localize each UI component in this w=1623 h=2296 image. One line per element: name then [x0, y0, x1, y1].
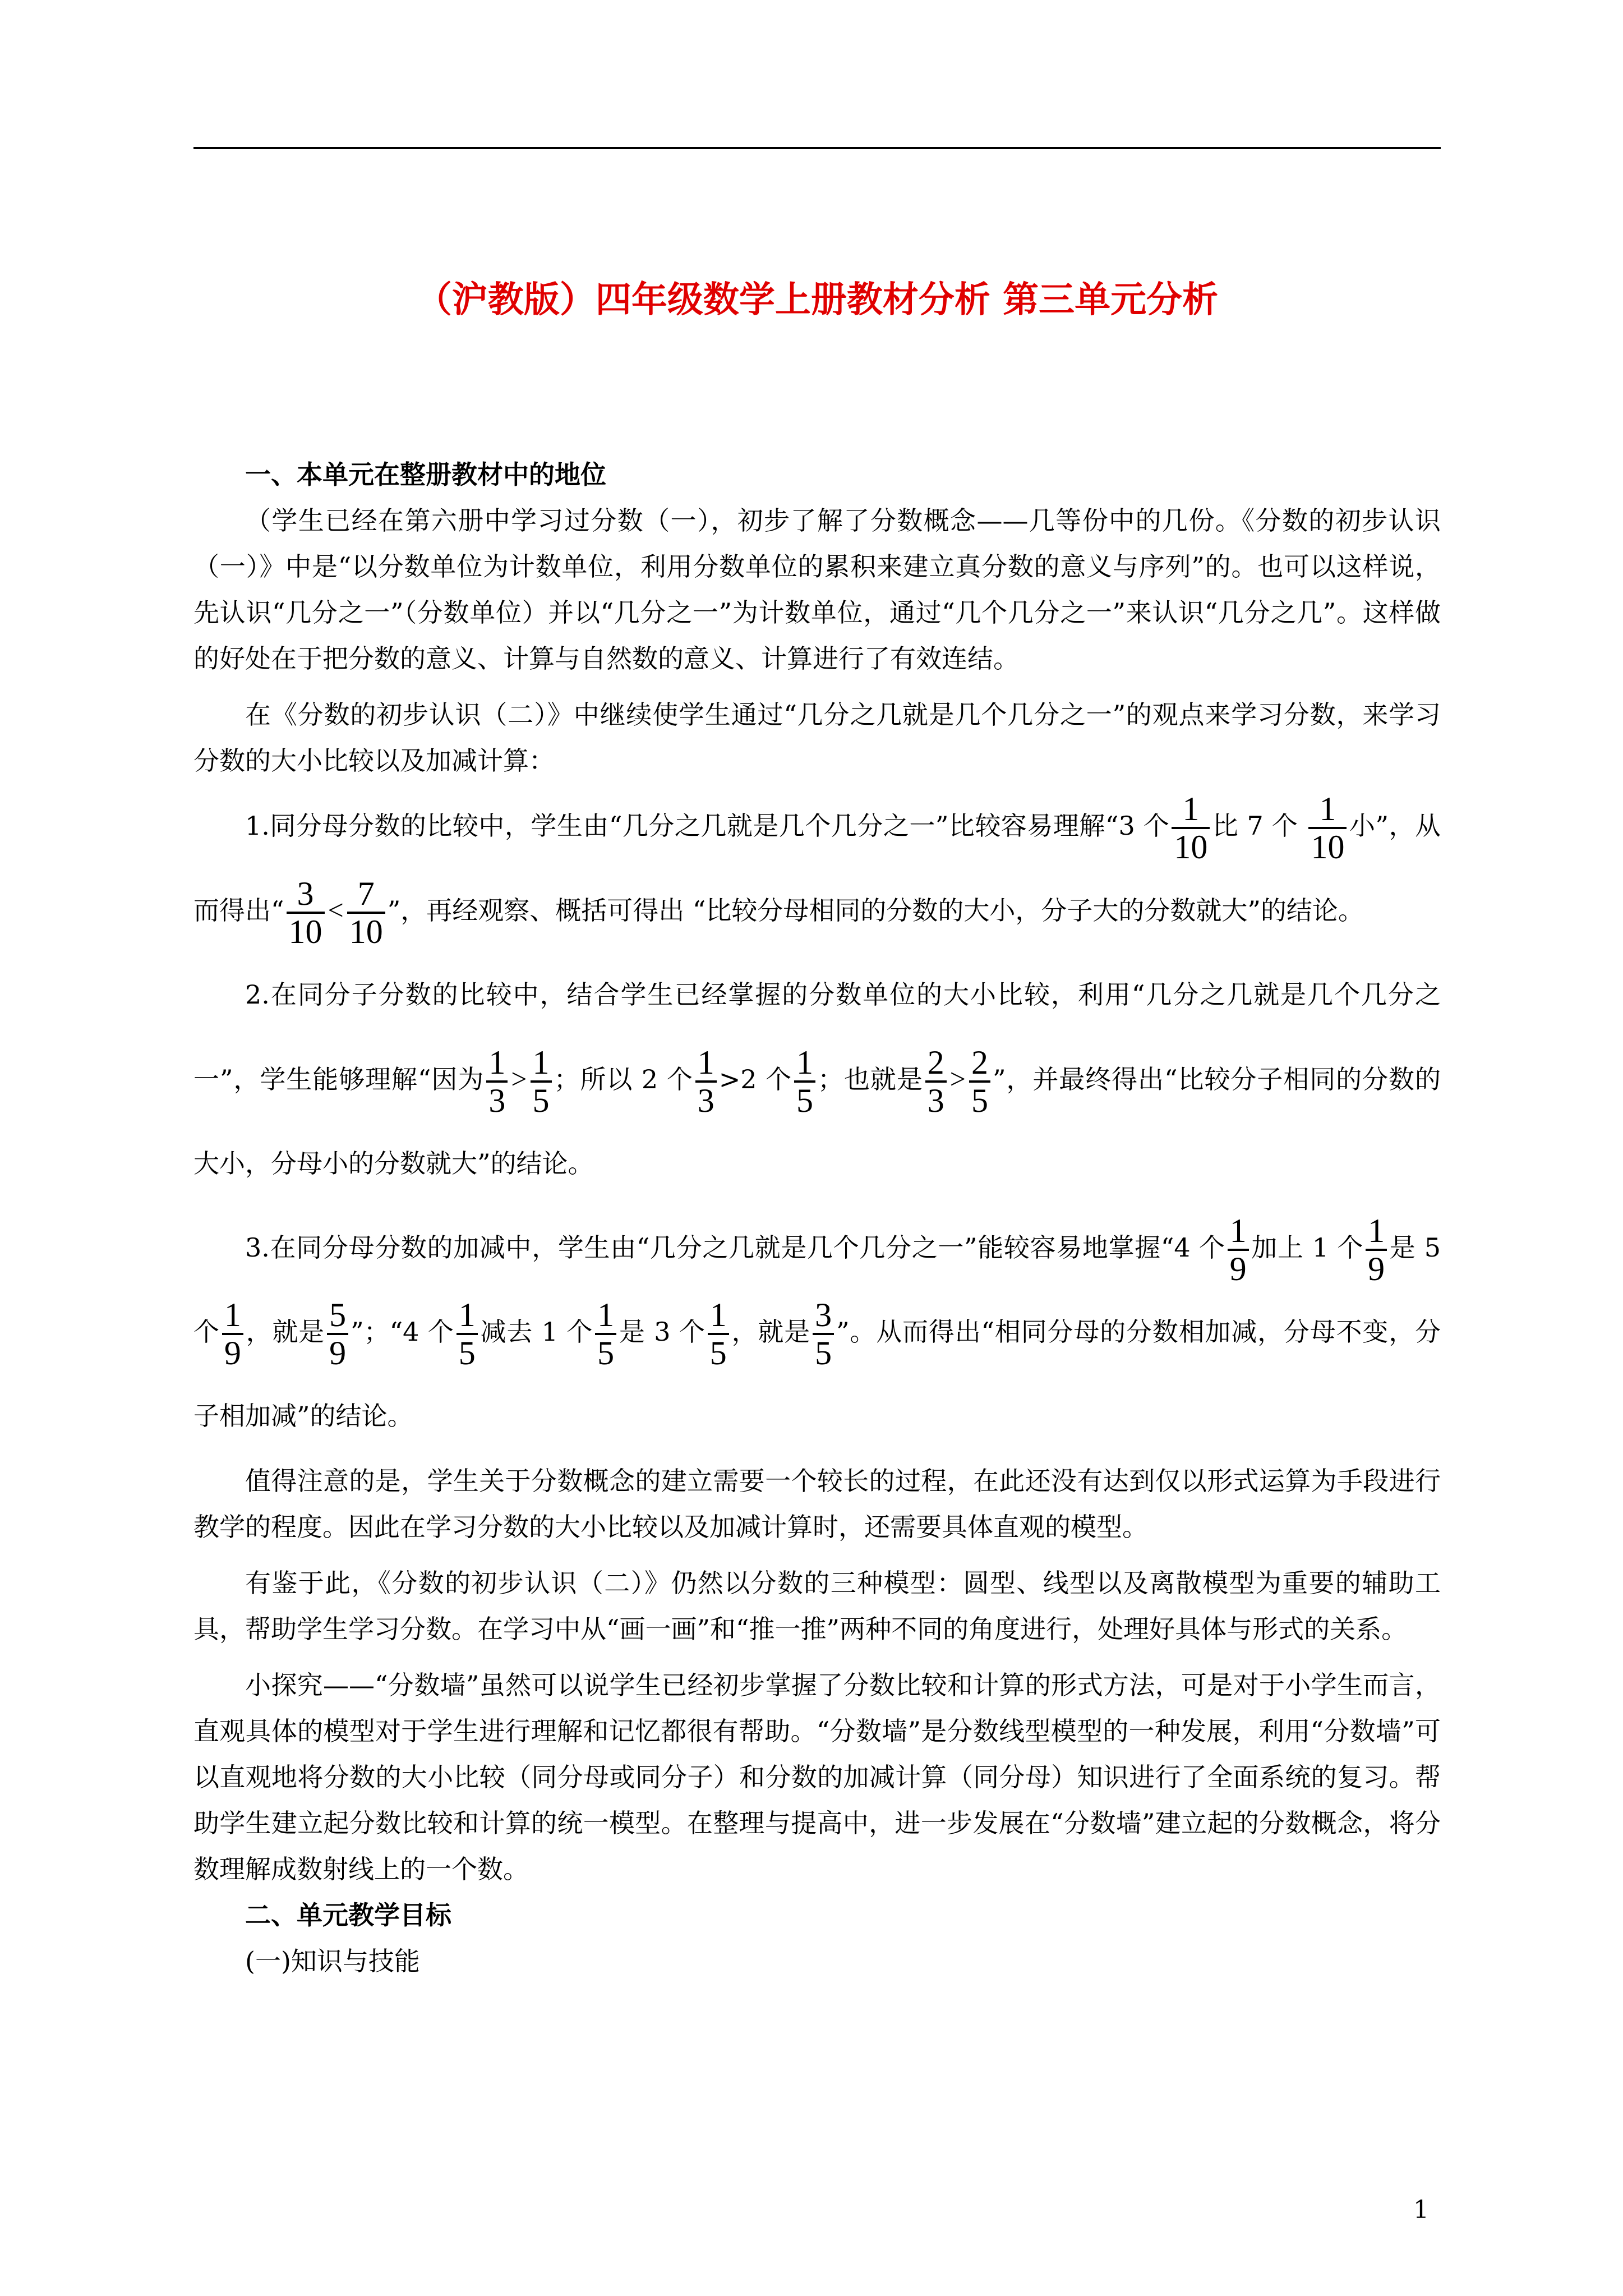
fraction-1-10: $\frac{1}{10}$	[1308, 791, 1347, 865]
paragraph-note: 值得注意的是，学生关于分数概念的建立需要一个较长的过程，在此还没有达到仅以形式运算为手段进行教学的程度。因此在学习分数的大小比较以及加减计算时，还需要具体直观的模型。	[193, 1466, 1441, 1542]
fraction-1-5: $\frac{1}{5}$	[531, 1045, 552, 1119]
fraction-5-9: $\frac{5}{9}$	[327, 1297, 348, 1371]
fraction-1-3: $\frac{1}{3}$	[486, 1045, 508, 1119]
paragraph-fraction-wall: 小探究——“分数墙”虽然可以说学生已经初步掌握了分数比较和计算的形式方法，可是对于小学生而言，直观具体的模型对于学生进行理解和记忆都很有帮助。“分数墙”是分数线型模型的一种发展，利用“分数墙”可以直观地将分数的大小比较（同分母或同分子）和分数的加减计算（同分母）知识进行了全面系统的复习。帮助学生建立起分数比较和计算的统一模型。在整理与提高中，进一步发展在“分数墙”建立起的分数概念，将分数理解成数射线上的一个数。	[193, 1670, 1441, 1884]
greater-than-sign: >	[511, 1063, 527, 1094]
fraction-1-5: $\frac{1}{5}$	[595, 1297, 616, 1371]
fraction-1-9: $\frac{1}{9}$	[1366, 1213, 1387, 1287]
fraction-1-10: $\frac{1}{10}$	[1172, 791, 1210, 865]
greater-than-sign: >	[949, 1063, 966, 1094]
fraction-1-9: $\frac{1}{9}$	[1228, 1213, 1249, 1287]
fraction-1-9: $\frac{1}{9}$	[222, 1297, 243, 1371]
page-number: 1	[1413, 2196, 1429, 2224]
item-same-denominator-compare: 1.同分母分数的比较中，学生由“几分之几就是几个几分之一”比较容易理解“3 个 $\frac{1}{10}$ 比 7 个 $\frac{1}{10}$ 小”，从而得出“ $\frac{3}{10}$ < $\frac{7}{10}$ ”，再经观察、概括可得出 “比较分母相同的分数的大小，分子大的分数就大”的结论。	[193, 790, 1441, 950]
section-heading-goals: 二、单元教学目标	[245, 1900, 451, 1930]
fraction-3-10: $\frac{3}{10}$	[287, 876, 325, 950]
paragraph-intro: （学生已经在第六册中学习过分数（一），初步了解了分数概念——几等份中的几份。《分数的初步认识（一）》中是“以分数单位为计数单位，利用分数单位的累积来建立真分数的意义与序列”的。也可以这样说，先认识“几分之一”（分数单位）并以“几分之一”为计数单位，通过“几个几分之一”来认识“几分之几”。这样做的好处在于把分数的意义、计算与自然数的意义、计算进行了有效连结。	[193, 505, 1441, 674]
fraction-2-5: $\frac{2}{5}$	[969, 1045, 990, 1119]
paragraph-models: 有鉴于此，《分数的初步认识（二）》仍然以分数的三种模型：圆型、线型以及离散模型为重要的辅助工具，帮助学生学习分数。在学习中从“画一画”和“推一推”两种不同的角度进行，处理好具体与形式的关系。	[193, 1568, 1441, 1644]
fraction-1-5: $\frac{1}{5}$	[457, 1297, 478, 1371]
fraction-7-10: $\frac{7}{10}$	[347, 876, 385, 950]
less-than-sign: <	[328, 894, 344, 926]
fraction-3-5: $\frac{3}{5}$	[813, 1297, 834, 1371]
paragraph-continue: 在《分数的初步认识（二）》中继续使学生通过“几分之几就是几个几分之一”的观点来学习分数，来学习分数的大小比较以及加减计算：	[193, 700, 1441, 776]
fraction-1-3: $\frac{1}{3}$	[695, 1045, 717, 1119]
item-same-denominator-add-subtract: 3.在同分母分数的加减中，学生由“几分之几就是几个几分之一”能较容易地掌握“4 个 $\frac{1}{9}$ 加上 1 个 $\frac{1}{9}$ 是 5 个 $\frac{1}{9}$ ，就是 $\frac{5}{9}$ ”；“4 个 $\frac{1}{5}$ 减去 1 个 $\frac{1}{5}$ 是 3 个 $\frac{1}{5}$ ，就是 $\frac{3}{5}$ ”。从而得出“相同分母的分数相加减，分母不变，分子相加减”的结论。	[193, 1212, 1441, 1431]
section-heading-position: 一、本单元在整册教材中的地位	[245, 459, 606, 490]
item-same-numerator-compare: 2.在同分子分数的比较中，结合学生已经掌握的分数单位的大小比较，利用“几分之几就是几个几分之一”，学生能够理解“因为 $\frac{1}{3}$ > $\frac{1}{5}$ ；所以 2 个 $\frac{1}{3}$ >2 个 $\frac{1}{5}$ ；也就是 $\frac{2}{3}$ > $\frac{2}{5}$ ”，并最终得出“比较分子相同的分数的大小，分母小的分数就大”的结论。	[193, 979, 1441, 1179]
header-rule	[193, 147, 1441, 149]
fraction-1-5: $\frac{1}{5}$	[708, 1297, 729, 1371]
fraction-2-3: $\frac{2}{3}$	[925, 1045, 947, 1119]
document-body	[193, 452, 1441, 1984]
page-title: （沪教版）四年级数学上册教材分析 第三单元分析	[416, 279, 1219, 321]
subheading-knowledge-skills: (一)知识与技能	[245, 1946, 420, 1976]
fraction-1-5: $\frac{1}{5}$	[794, 1045, 815, 1119]
